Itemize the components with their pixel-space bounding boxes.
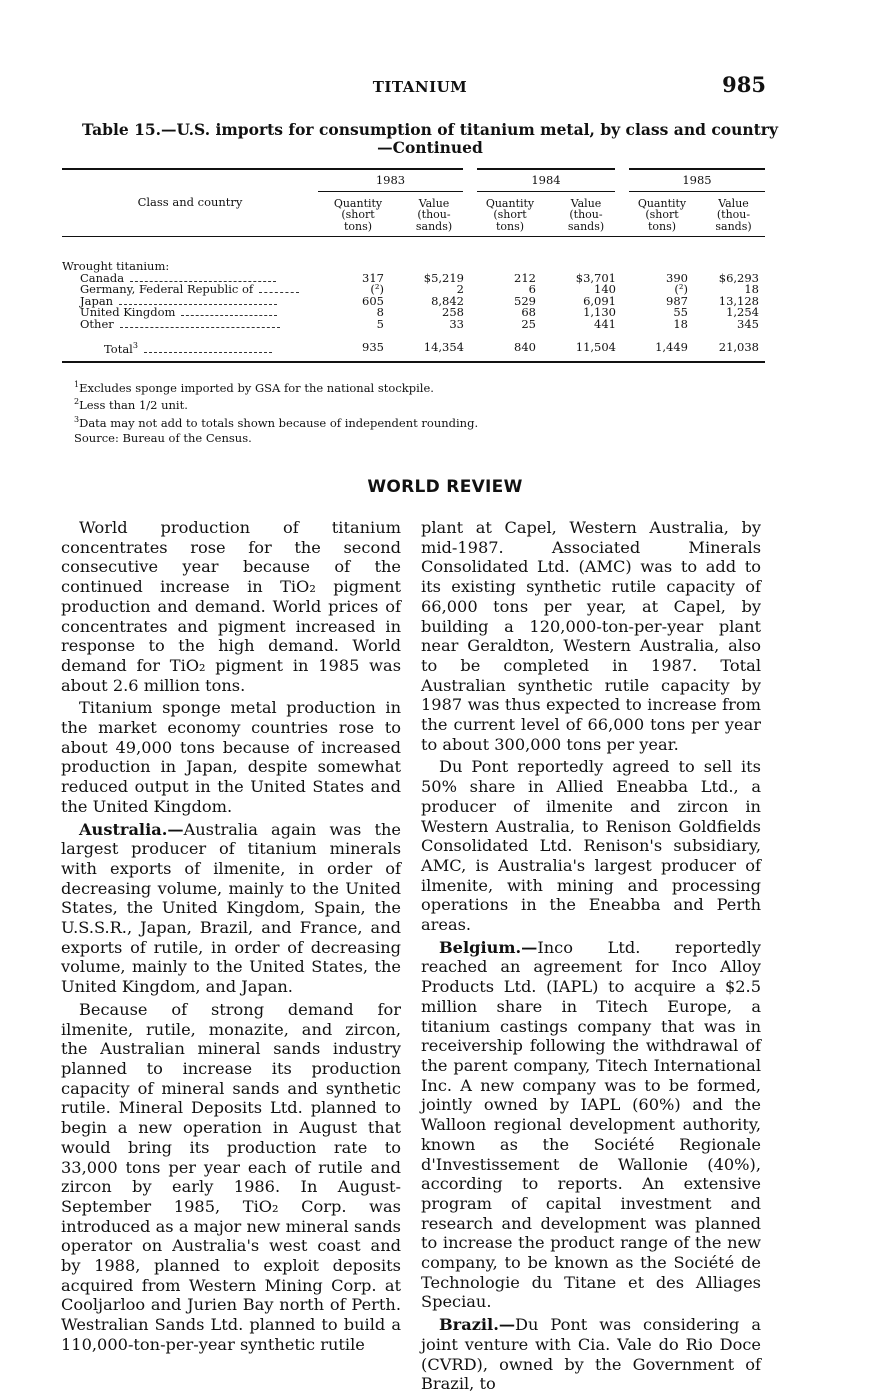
country-cell: Germany, Federal Republic of (62, 284, 318, 296)
text-column-left (61, 518, 401, 1358)
paragraph: Australia.—Australia again was the largest producer of titanium minerals with exports of ilmenite, in order of decreasing volume, mainly to the United States, the United Kingdom, Spain, the U.S.S.R., Japan, Brazil, and France, and exports of rutile, in order of decreasing volume, mainly to the United States, the United Kingdom, and Japan. (61, 819, 401, 997)
paragraph: Belgium.—Inco Ltd. reportedly reached an agreement for Inco Alloy Products Ltd. (IAPL) to acquire a $2.5 million share in Titech Europe, a titanium castings company that was in receivership following the withdrawal of the parent company, Titech International Inc. A new company was to be formed, jointly owned by IAPL (60%) and the Walloon regional development authority, known as the Société Regionale d'Investissement de Wallonie (40%), according to reports. An extensive program of capital investment and research and development was planned to increase the product range of the new company, to be known as the Société de Technologie du Titane et des Alliages Speciau. (421, 937, 761, 1312)
cell: 55 (673, 305, 688, 319)
table-title (60, 121, 800, 157)
cell: 68 (521, 305, 536, 319)
year-header-1985: 1985 (622, 169, 765, 191)
paragraph: Titanium sponge metal production in the market economy countries rose to about 49,000 tons because of increased production in Japan, despite somewhat reduced output in the United States and the United Kingdom. (61, 698, 401, 816)
cell: 8,842 (431, 293, 464, 308)
lead-in: Australia.— (79, 819, 184, 839)
cell: 6 (528, 282, 536, 296)
stub-header: Class and country (137, 195, 243, 210)
lead-in: Brazil.— (439, 1315, 516, 1335)
cell: $3,701 (575, 270, 616, 285)
cell: 1,130 (583, 305, 616, 319)
table-row (62, 307, 765, 319)
paragraph: Because of strong demand for ilmenite, rutile, monazite, and zircon, the Australian mineral sands industry planned to increase its production capacity of mineral sands and synthetic rutile. Mineral Deposits Ltd. planned to begin a new operation in August that would bring its production rate to 33,000 tons per year each of rutile and zircon by early 1986. In August-September 1985, TiO₂ Corp. was introduced as a major new mineral sands operator on Australia's west coast and by 1988, planned to exploit deposits acquired from Western Mining Corp. at Cooljarloo and Jurien Bay north of Perth. Westralian Sands Ltd. planned to build a 110,000-ton-per-year synthetic rutile (61, 999, 401, 1354)
cell: 1,449 (622, 330, 702, 362)
cell: 317 (362, 270, 384, 285)
country-cell: United Kingdom (62, 307, 318, 319)
section-heading: WORLD REVIEW (367, 477, 523, 497)
cell: 33 (449, 316, 464, 331)
cell: 18 (744, 282, 759, 296)
cell: 11,504 (550, 330, 622, 362)
value-column-header: Value (thou- sands) (715, 196, 752, 233)
cell: 840 (470, 330, 550, 362)
text-column-right (421, 518, 761, 1397)
page-number: 985 (722, 72, 766, 97)
page-header (0, 72, 890, 100)
cell: $5,219 (423, 270, 464, 285)
country-cell: Other (62, 319, 318, 331)
quantity-column-header: Quantity (short tons) (333, 196, 383, 233)
year-header-1983: 1983 (318, 169, 470, 191)
value-column-header: Value (thou- sands) (567, 196, 605, 233)
cell: 935 (318, 330, 398, 362)
table-row (62, 319, 765, 331)
footnote: $^1$Excludes sponge imported by GSA for the national stockpile. (74, 380, 434, 395)
cell: 6,091 (583, 293, 616, 308)
table-source: Source: Bureau of the Census. (74, 431, 252, 445)
cell: (²) (370, 282, 384, 296)
cell: 140 (594, 282, 616, 296)
footnote: $^3$Data may not add to totals shown because of independent rounding. (74, 414, 479, 430)
cell: 14,354 (398, 330, 470, 362)
paragraph: Brazil.—Du Pont was considering a joint venture with Cia. Vale do Rio Doce (CVRD), owned by the Government of Brazil, to (421, 1315, 761, 1394)
table-row (62, 261, 765, 273)
imports-table (62, 168, 765, 363)
cell: 987 (666, 293, 688, 308)
cell: 13,128 (718, 293, 759, 308)
value-column-header: Value (thou- sands) (415, 196, 453, 233)
cell: 8 (376, 305, 384, 319)
paragraph: World production of titanium concentrates rose for the second consecutive year because of the continued increase in TiO₂ pigment production and demand. World prices of concentrates and pigment increased in response to the high demand. World demand for TiO₂ pigment in 1985 was about 2.6 million tons. (61, 518, 401, 695)
total-row (62, 330, 765, 362)
cell: 1,254 (726, 305, 759, 319)
cell: 390 (666, 270, 688, 285)
paragraph: Du Pont reportedly agreed to sell its 50% share in Allied Eneabba Ltd., a producer of ilmenite and zircon in Western Australia, to Renison Goldfields Consolidated Ltd. Renison's subsidiary, AMC, is Australia's largest producer of ilmenite, with mining and processing operations in the Eneabba and Perth areas. (421, 757, 761, 935)
cell: 345 (737, 316, 759, 331)
country-cell: Canada (62, 273, 318, 285)
class-label: Wrought titanium: (62, 259, 170, 273)
quantity-column-header: Quantity (short tons) (485, 196, 535, 233)
cell: 529 (514, 293, 536, 308)
cell: 2 (456, 282, 464, 296)
table-title-line-1: Table 15.—U.S. imports for consumption of titanium metal, by class and country (82, 120, 778, 139)
total-label: Total$^3$ (62, 330, 318, 362)
table-row (62, 284, 765, 296)
cell: 441 (594, 316, 616, 331)
table-title-line-2: —Continued (377, 138, 483, 157)
imports-table-container (62, 168, 765, 363)
quantity-column-header: Quantity (short tons) (637, 196, 687, 233)
cell: 212 (514, 270, 536, 285)
year-header-1984: 1984 (470, 169, 622, 191)
cell: 5 (376, 316, 384, 331)
cell: (²) (674, 282, 688, 296)
table-footnotes (74, 378, 478, 430)
cell: $6,293 (718, 270, 759, 285)
cell: 21,038 (702, 330, 765, 362)
cell: 25 (521, 316, 536, 331)
cell: 605 (362, 293, 384, 308)
paragraph: plant at Capel, Western Australia, by mid-1987. Associated Minerals Consolidated Ltd. (AMC) was to add to its existing synthetic rutile capacity of 66,000 tons per year, at Capel, by building a 120,000-ton-per-year plant near Geraldton, Western Australia, also to be completed in 1987. Total Australian synthetic rutile capacity by 1987 was thus expected to increase from the current level of 66,000 tons per year to about 300,000 tons per year. (421, 518, 761, 754)
country-cell: Japan (62, 296, 318, 308)
running-title: TITANIUM (372, 78, 468, 96)
footnote: $^2$Less than 1/2 unit. (74, 397, 188, 413)
lead-in: Belgium.— (439, 937, 538, 957)
cell: 258 (442, 305, 464, 319)
cell: 18 (673, 316, 688, 331)
